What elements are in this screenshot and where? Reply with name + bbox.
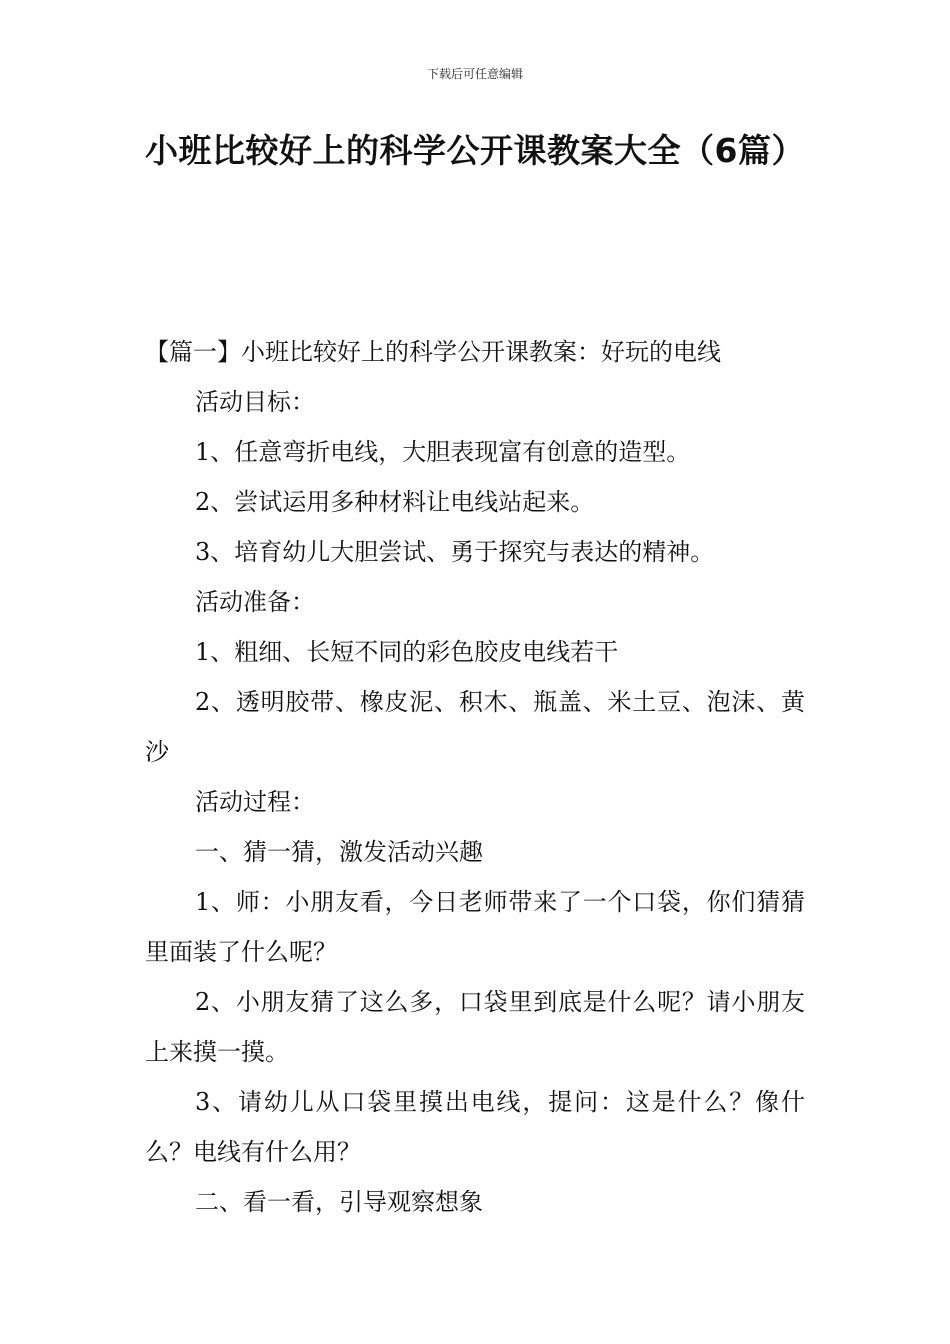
paragraph: 3、请幼儿从口袋里摸出电线，提问：这是什么？像什么？电线有什么用？ (145, 1088, 805, 1166)
paragraph: 2、小朋友猜了这么多，口袋里到底是什么呢？请小朋友上来摸一摸。 (145, 988, 805, 1066)
paragraph: 一、猜一猜，激发活动兴趣 (195, 838, 483, 866)
document-title: 小班比较好上的科学公开课教案大全（6篇） (145, 131, 805, 170)
paragraph: 活动目标： (195, 388, 315, 416)
paragraph: 活动过程： (195, 788, 315, 816)
paragraph: 活动准备： (195, 588, 315, 616)
document-body (145, 327, 805, 1227)
paragraph: 2、尝试运用多种材料让电线站起来。 (195, 488, 595, 516)
paragraph: 1、粗细、长短不同的彩色胶皮电线若干 (195, 638, 619, 666)
paragraph: 3、培育幼儿大胆尝试、勇于探究与表达的精神。 (195, 538, 715, 566)
header-note: 下载后可任意编辑 (426, 67, 523, 81)
paragraph: 1、师：小朋友看，今日老师带来了一个口袋，你们猜猜里面装了什么呢？ (145, 888, 805, 966)
paragraph: 二、看一看，引导观察想象 (195, 1188, 483, 1216)
section-heading: 【篇一】小班比较好上的科学公开课教案：好玩的电线 (145, 338, 721, 366)
paragraph: 1、任意弯折电线，大胆表现富有创意的造型。 (195, 438, 691, 466)
paragraph: 2、透明胶带、橡皮泥、积木、瓶盖、米土豆、泡沫、黄沙 (145, 688, 805, 766)
